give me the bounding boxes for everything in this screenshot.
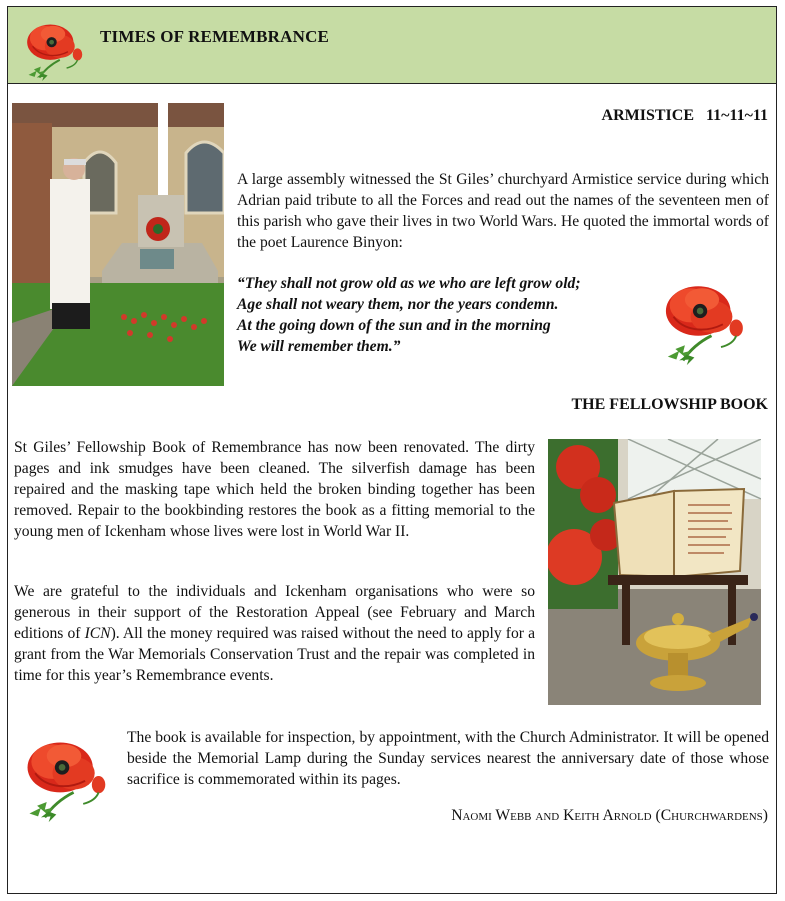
- newsletter-page: [7, 6, 777, 894]
- poppy-icon: [18, 15, 88, 83]
- armistice-title: ARMISTICE 11~11~11: [601, 107, 768, 124]
- fellowship-title: THE FELLOWSHIP BOOK: [571, 396, 768, 413]
- quote-line: We will remember them.”: [237, 338, 401, 355]
- quote-line: Age shall not weary them, nor the years condemn.: [237, 296, 559, 313]
- quote-line: At the going down of the sun and in the morning: [237, 317, 551, 334]
- header-banner: [8, 7, 776, 84]
- churchyard-photo: [12, 103, 224, 386]
- armistice-paragraph: A large assembly witnessed the St Giles’ churchyard Armistice service during which Adrian paid tribute to all the Forces and read out the names of the seventeen men of this parish who gave their lives in two World Wars. He quoted the immortal words of the poet Laurence Binyon:: [237, 171, 769, 251]
- fellowship-paragraph-1: St Giles’ Fellowship Book of Remembrance has now been renovated. The dirty pages and ink smudges have been cleaned. The silverfish damage has been repaired and the masking tape which held the broken binding together has been removed. Repair to the bookbinding restores the book as a fitting memorial to the young men of Ickenham whose lives were lost in World War II.: [14, 439, 535, 540]
- fellowship-paragraph-2: [14, 581, 535, 686]
- poppy-icon: [651, 273, 753, 368]
- icn-title: ICN: [84, 625, 111, 642]
- quote-line: “They shall not grow old as we who are left grow old;: [237, 275, 581, 292]
- page-title: TIMES OF REMEMBRANCE: [100, 27, 330, 46]
- binyon-quote: [237, 273, 637, 357]
- paragraph-text: ). All the money required was raised without the need to apply for a grant from the War Memorials Conservation Trust and the repair was completed in time for this year’s Remembrance events.: [14, 625, 535, 684]
- paragraph-text: We are grateful to the individuals and Ickenham organisations who were so generous in their support of the Restoration Appeal (see February and March editions of: [14, 583, 535, 642]
- fellowship-book-photo: [548, 439, 761, 705]
- poppy-icon: [16, 727, 112, 827]
- fellowship-paragraph-3: The book is available for inspection, by appointment, with the Church Administrator. It will be opened beside the Memorial Lamp during the Sunday services nearest the anniversary date of those whose sacrifice is commemorated within its pages.: [127, 729, 769, 788]
- signature: Naomi Webb and Keith Arnold (Churchwardens): [451, 807, 768, 824]
